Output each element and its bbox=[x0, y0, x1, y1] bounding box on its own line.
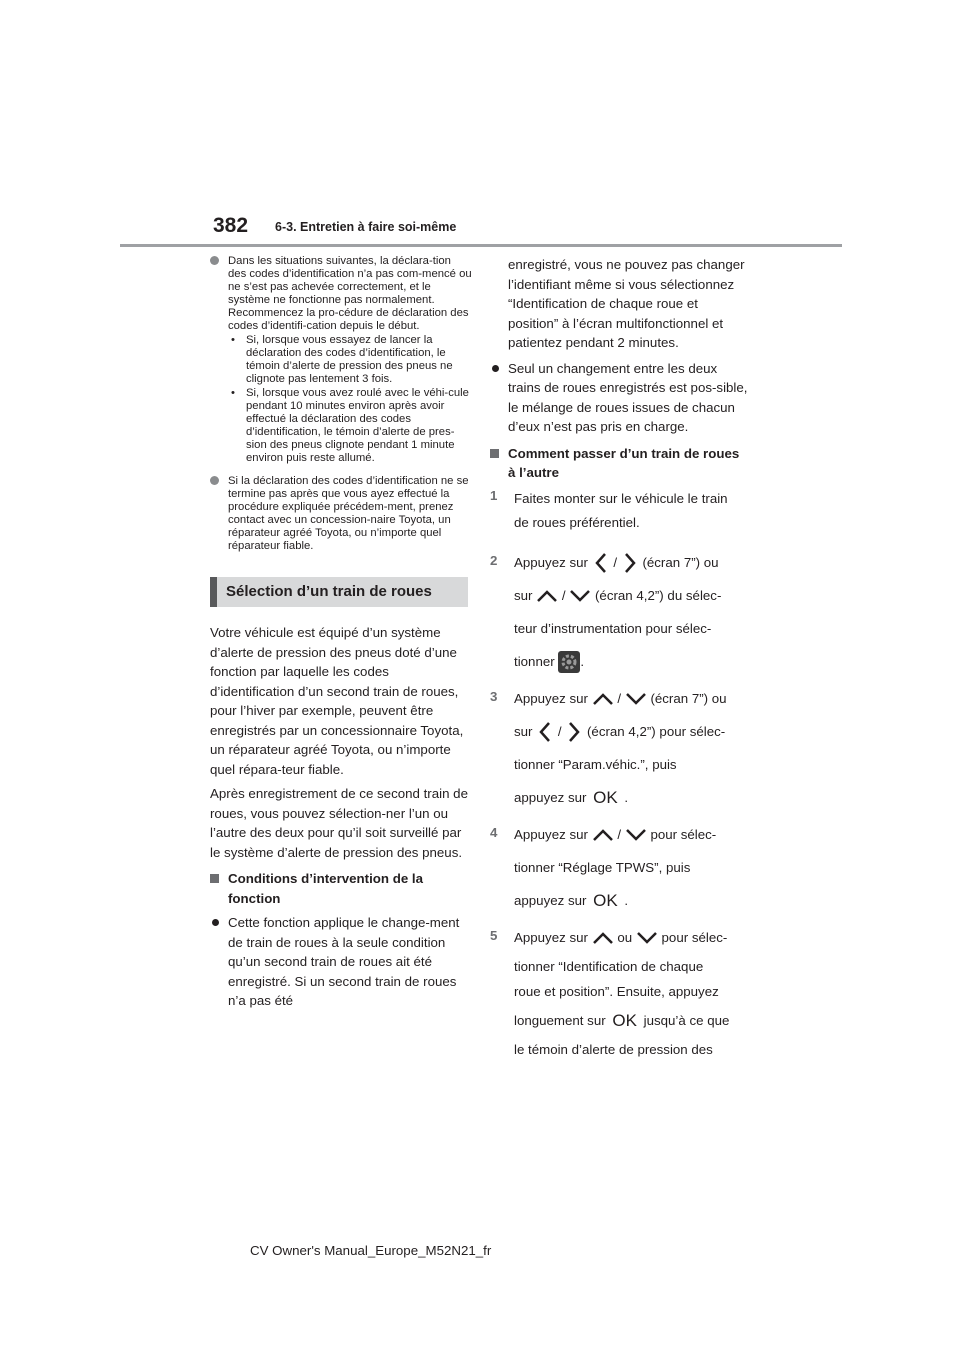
grey-dot-icon bbox=[210, 256, 219, 265]
ok-icon: OK bbox=[593, 788, 618, 808]
sub-heading: Conditions d’intervention de la fonction bbox=[210, 869, 472, 908]
note-bullet-1: Dans les situations suivantes, la déclara-tion des codes d’identification n’a pas com-mencé ou ne s’est pas achevée correctement, et le système ne fonctionne pas normalement. Recommencez la pro-cédure de déclaration des codes d’identifi-cation depuis le début. • Si, lorsque vous essayez de lancer la déclaration des codes d’identification, le témoin d’alerte de pression des pneus ne clignote pas lentement 3 fois. • Si, lorsque vous avez roulé avec le véhi-cule pendant 10 minutes environ après avoir effectué la déclaration des codes d’identification, le témoin d’alerte de pres-sion des pneus clignote pendant 1 minute environ puis reste allumé. bbox=[210, 255, 472, 465]
left-column bbox=[210, 255, 472, 1017]
header-rule bbox=[120, 244, 842, 247]
note-bullet-2: Si la déclaration des codes d’identification ne se termine pas après que vous ayez effectué la procédure expliquée précédem-ment, prenez contact avec un concession-naire Toyota, un réparateur agréé Toyota, ou n’importe quel réparateur fiable. bbox=[210, 475, 472, 553]
sub-item: • Si, lorsque vous essayez de lancer la déclaration des codes d’identification, le témoin d’alerte de pression des pneus ne clignote pas lentement 3 fois. bbox=[231, 334, 453, 385]
chevron-up-icon bbox=[592, 931, 614, 945]
ok-icon: OK bbox=[593, 891, 618, 911]
section-heading: Sélection d’un train de roues bbox=[210, 577, 468, 607]
chevron-left-icon bbox=[536, 721, 554, 743]
step-5: 5 Appuyez sur ou pour sélec- tionner “Identification de chaque roue et position”. Ensuite, appuyez longuement sur OK jusqu’à ce que le témoin d’alerte de pression des bbox=[490, 927, 730, 1057]
chevron-up-icon bbox=[592, 692, 614, 706]
step-4: 4 Appuyez sur / pour sélec- tionner “Réglage TPWS”, puis appuyez sur OK . bbox=[490, 824, 717, 911]
chevron-down-icon bbox=[625, 692, 647, 706]
grey-dot-icon bbox=[210, 476, 219, 485]
chevron-up-icon bbox=[592, 828, 614, 842]
settings-gear-icon bbox=[558, 651, 580, 673]
step-3: 3 Appuyez sur / (écran 7”) ou sur / (écran 4,2”) pour sélec- tionner “Param.véhic.”, puis appuyez sur OK . bbox=[490, 688, 727, 808]
section-title: 6-3. Entretien à faire soi-même bbox=[275, 220, 457, 234]
step-1: 1 Faites monter sur le véhicule le train de roues préférentiel. bbox=[490, 487, 728, 530]
sub-heading: Comment passer d’un train de roues à l’autre bbox=[490, 444, 748, 483]
list-item: Seul un changement entre les deux trains de roues enregistrés est pos-sible, le mélange de roues issues de chacun d’eux n’est pas pris en charge. bbox=[490, 359, 748, 437]
chevron-right-icon bbox=[621, 552, 639, 574]
paragraph: Après enregistrement de ce second train de roues, vous pouvez sélection-ner l’un ou l’autre des deux pour qu’il soit surveillé par le système d’alerte de pression des pneus. bbox=[210, 786, 468, 860]
square-bullet-icon bbox=[490, 449, 499, 458]
list-item: Cette fonction applique le change-ment de train de roues à la seule condition qu’un second train de roues ait été enregistré. Si un second train de roues n’a pas été bbox=[210, 913, 472, 1011]
page-number: 382 bbox=[213, 214, 249, 237]
chevron-down-icon bbox=[625, 828, 647, 842]
square-bullet-icon bbox=[210, 874, 219, 883]
chevron-left-icon bbox=[592, 552, 610, 574]
chevron-down-icon bbox=[569, 589, 591, 603]
paragraph: Votre véhicule est équipé d’un système d’alerte de pression des pneus doté d’une fonction par laquelle les codes d’identification d’un second train de roues, pour l’hiver par exemple, peuvent être enregistrés par un concessionnaire Toyota, un réparateur agréé Toyota, ou n’importe quel répara-teur fiable. bbox=[210, 625, 464, 777]
sub-item: • Si, lorsque vous avez roulé avec le véhi-cule pendant 10 minutes environ après avoir effectué la déclaration des codes d’identification, le témoin d’alerte de pres-sion des pneus clignote pendant 1 minute environ puis reste allumé. bbox=[231, 387, 469, 464]
bullet-dot-icon bbox=[212, 919, 219, 926]
footer: CV Owner's Manual_Europe_M52N21_fr bbox=[250, 1243, 492, 1258]
step-2: 2 Appuyez sur / (écran 7”) ou sur / (écran 4,2”) du sélec- teur d’instrumentation pour sélec- tionner . bbox=[490, 546, 748, 678]
chevron-right-icon bbox=[565, 721, 583, 743]
right-column bbox=[490, 255, 748, 1064]
chevron-down-icon bbox=[636, 931, 658, 945]
bullet-dot-icon bbox=[492, 365, 499, 372]
ok-icon: OK bbox=[612, 1011, 637, 1031]
paragraph: enregistré, vous ne pouvez pas changer l’identifiant même si vous sélectionnez “Identification de chaque roue et position” à l’écran multifonctionnel et patientez pendant 2 minutes. bbox=[508, 257, 745, 350]
chevron-up-icon bbox=[536, 589, 558, 603]
